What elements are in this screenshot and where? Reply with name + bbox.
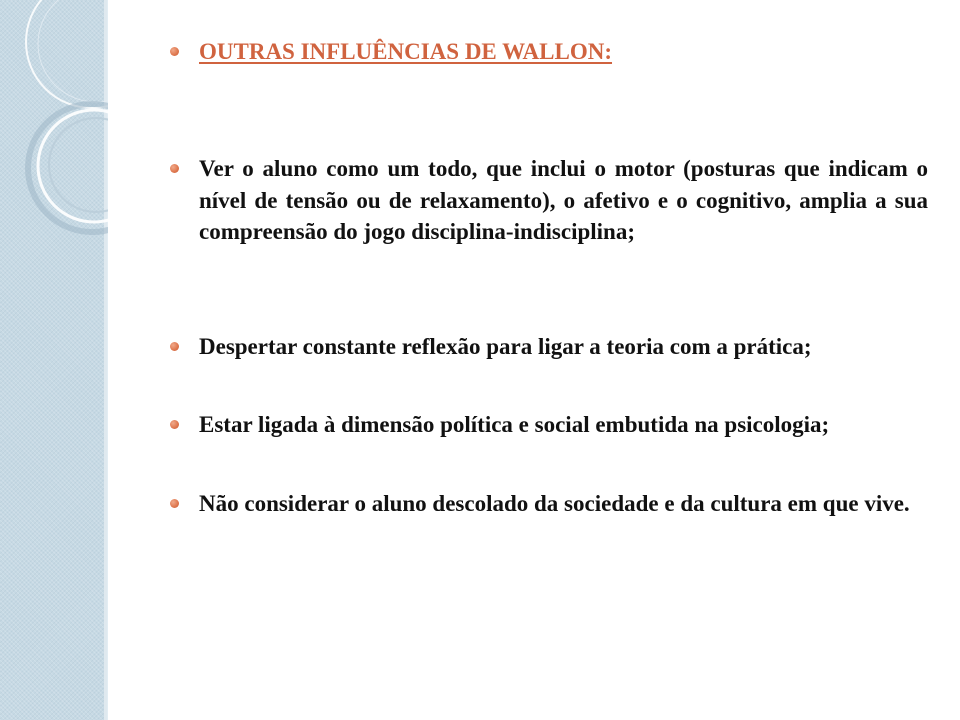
decorative-circles	[0, 0, 108, 260]
bullet-icon	[170, 164, 179, 173]
bullet-text: Despertar constante reflexão para ligar a teoria com a prática;	[199, 334, 812, 359]
decorative-circle-large	[26, 0, 108, 108]
bullet-text: Não considerar o aluno descolado da sociedade e da cultura em que vive.	[199, 491, 910, 516]
heading-item	[170, 36, 928, 68]
bullet-text: Estar ligada à dimensão política e social embutida na psicologia;	[199, 412, 830, 437]
slide-heading: OUTRAS INFLUÊNCIAS DE WALLON:	[199, 39, 613, 64]
bullet-text: Ver o aluno como um todo, que inclui o motor (posturas que indicam o nível de tensão ou de relaxamento), o afetivo e o cognitivo, amplia a sua compreensão do jogo disciplina-indisciplina;	[199, 156, 928, 244]
bullet-item	[170, 488, 928, 520]
bullet-icon	[170, 420, 179, 429]
bullet-item	[170, 153, 928, 248]
decorative-circle-inner	[49, 118, 108, 212]
decorative-circle-large-inner	[38, 0, 108, 102]
bullet-item	[170, 409, 928, 441]
bullet-icon	[170, 342, 179, 351]
bullet-icon	[170, 499, 179, 508]
bullet-icon	[170, 47, 179, 56]
slide-content	[170, 0, 928, 720]
bullet-item	[170, 331, 928, 363]
